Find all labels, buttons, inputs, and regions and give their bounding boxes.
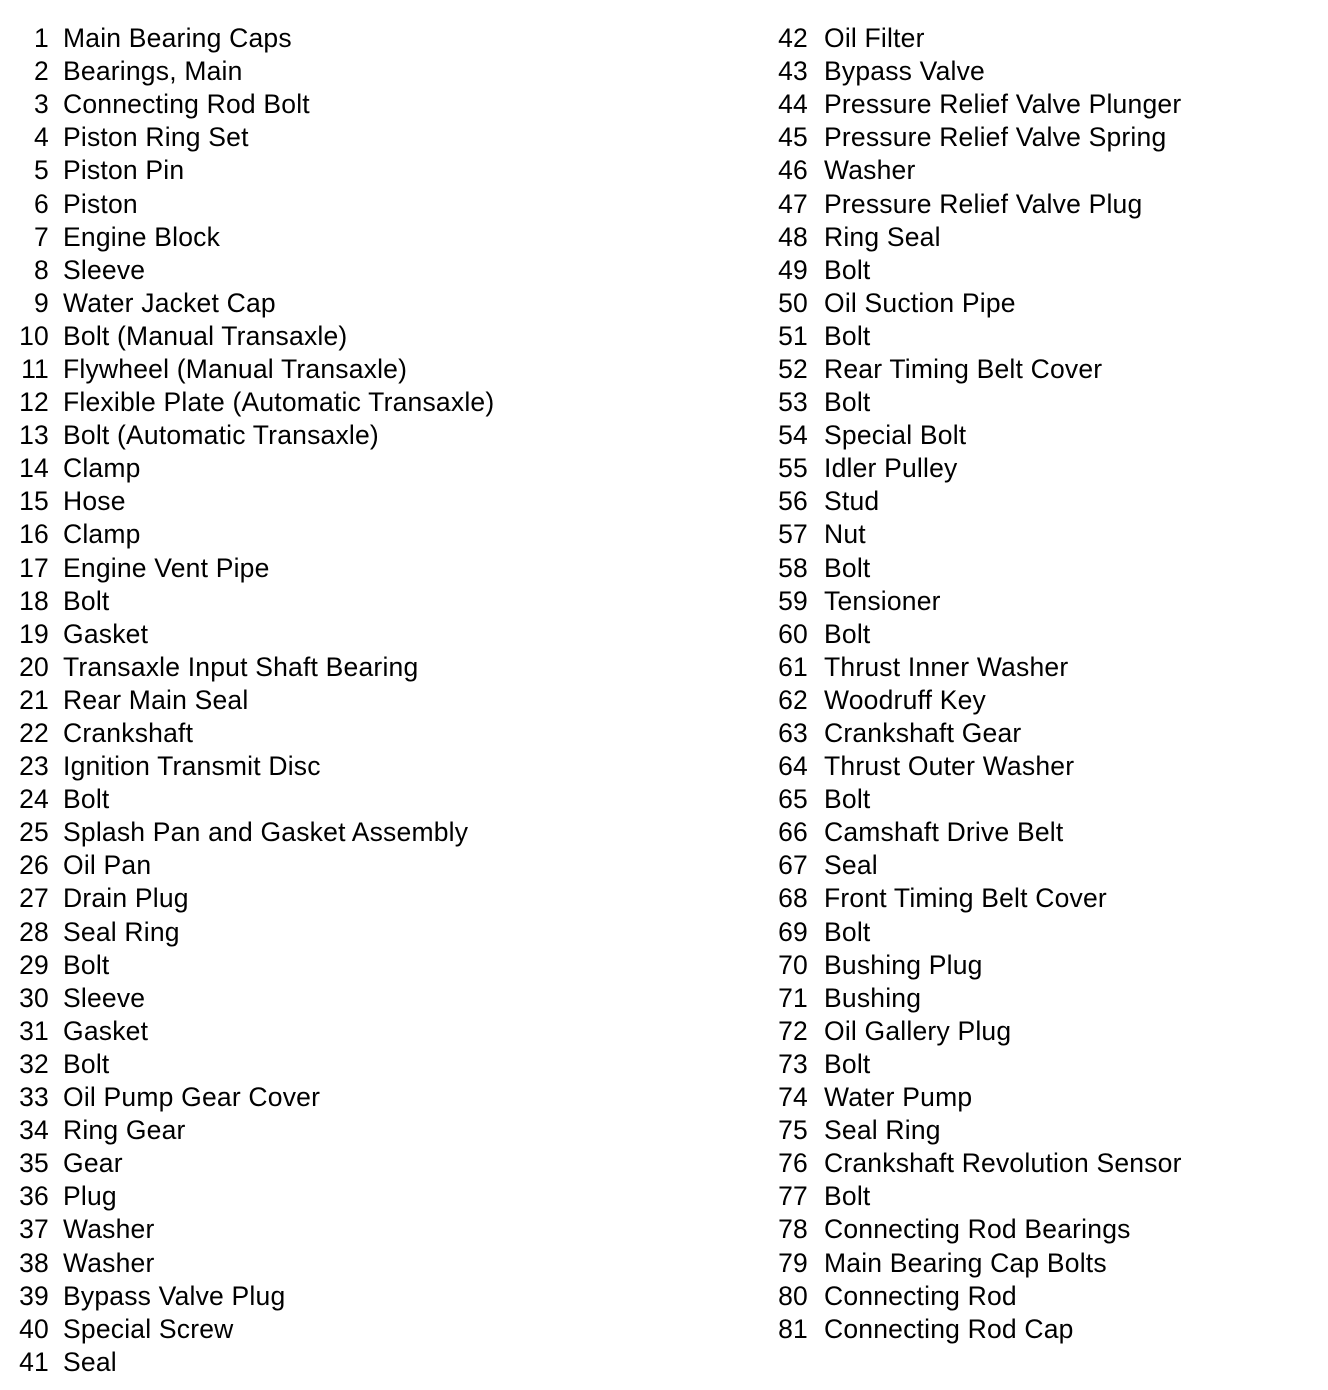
part-name: Bolt [824,916,871,947]
part-number: 79 [778,1247,808,1278]
part-name: Bearings, Main [63,56,243,87]
parts-list-item [0,1015,700,1048]
part-number: 14 [19,453,49,484]
part-name: Connecting Rod [824,1280,1017,1311]
part-name: Stud [824,486,880,517]
parts-list-item [0,783,700,816]
part-number: 29 [19,949,49,980]
parts-list-item [760,1313,1320,1346]
parts-list-item [760,386,1320,419]
parts-list-item [0,849,700,882]
part-number: 18 [19,585,49,616]
part-number: 22 [19,718,49,749]
parts-list-item [0,353,700,386]
parts-list-item [760,154,1320,187]
part-name: Gasket [63,1015,149,1046]
parts-list-item [0,386,700,419]
part-name: Nut [824,519,866,550]
parts-list-item [760,287,1320,320]
part-name: Washer [824,155,916,186]
part-name: Connecting Rod Bolt [63,89,310,120]
part-name: Water Pump [824,1082,973,1113]
part-name: Oil Pump Gear Cover [63,1082,321,1113]
part-number: 47 [778,188,808,219]
part-number: 23 [19,751,49,782]
parts-list-item [760,949,1320,982]
part-number: 56 [778,486,808,517]
parts-list-item [0,1048,700,1081]
part-number: 25 [19,817,49,848]
parts-list-item [0,750,700,783]
part-number: 30 [19,982,49,1013]
part-name: Seal Ring [63,916,180,947]
part-name: Water Jacket Cap [63,287,276,318]
part-number: 12 [19,387,49,418]
parts-list-item [0,916,700,949]
part-name: Seal [824,850,878,881]
part-name: Sleeve [63,982,146,1013]
parts-list-item [0,1081,700,1114]
part-number: 52 [778,353,808,384]
part-name: Pressure Relief Valve Plunger [824,89,1182,120]
parts-list-item [760,221,1320,254]
part-name: Bolt [63,949,110,980]
part-name: Transaxle Input Shaft Bearing [63,651,419,682]
part-number: 3 [34,89,49,120]
parts-list-item [0,452,700,485]
parts-list-item [760,1048,1320,1081]
part-number: 70 [778,949,808,980]
part-name: Bypass Valve [824,56,985,87]
parts-list-item [760,816,1320,849]
parts-list-item [760,982,1320,1015]
part-name: Bolt [824,320,871,351]
part-number: 15 [19,486,49,517]
part-name: Oil Pan [63,850,152,881]
part-number: 66 [778,817,808,848]
part-name: Crankshaft Revolution Sensor [824,1148,1182,1179]
part-number: 58 [778,552,808,583]
part-name: Bolt [824,1181,871,1212]
part-name: Splash Pan and Gasket Assembly [63,817,469,848]
parts-list-item [0,419,700,452]
parts-list-item [0,187,700,220]
part-number: 39 [19,1280,49,1311]
part-number: 19 [19,618,49,649]
part-name: Main Bearing Caps [63,23,292,54]
parts-list-item [0,651,700,684]
part-name: Bolt [824,552,871,583]
part-number: 36 [19,1181,49,1212]
parts-list-item [760,1213,1320,1246]
part-number: 65 [778,784,808,815]
part-number: 43 [778,56,808,87]
part-name: Bolt (Automatic Transaxle) [63,420,379,451]
part-number: 53 [778,387,808,418]
part-number: 80 [778,1280,808,1311]
part-number: 62 [778,684,808,715]
part-name: Thrust Inner Washer [824,651,1069,682]
parts-list-item [0,22,700,55]
part-number: 59 [778,585,808,616]
part-name: Plug [63,1181,117,1212]
part-name: Main Bearing Cap Bolts [824,1247,1107,1278]
parts-list-left-column [0,22,700,1379]
part-number: 42 [778,23,808,54]
part-number: 50 [778,287,808,318]
parts-list-item [760,1081,1320,1114]
part-number: 74 [778,1082,808,1113]
part-name: Bolt [824,254,871,285]
parts-list-item [0,221,700,254]
part-number: 68 [778,883,808,914]
part-name: Bushing [824,982,922,1013]
parts-list-item [760,1280,1320,1313]
part-name: Bolt [824,784,871,815]
part-name: Piston Ring Set [63,122,249,153]
parts-list-item [760,849,1320,882]
parts-list-item [760,651,1320,684]
part-number: 2 [34,56,49,87]
parts-list-item [760,1147,1320,1180]
parts-list-item [0,320,700,353]
part-name: Washer [63,1247,155,1278]
part-number: 67 [778,850,808,881]
part-name: Oil Suction Pipe [824,287,1016,318]
part-number: 51 [778,320,808,351]
part-name: Bolt (Manual Transaxle) [63,320,348,351]
parts-list-item [0,618,700,651]
parts-list-item [0,552,700,585]
part-name: Rear Main Seal [63,684,249,715]
part-name: Bolt [63,1048,110,1079]
parts-list-item [0,982,700,1015]
part-name: Rear Timing Belt Cover [824,353,1103,384]
parts-list-item [0,154,700,187]
part-number: 60 [778,618,808,649]
parts-list-item [760,254,1320,287]
part-number: 48 [778,221,808,252]
parts-list-item [0,1114,700,1147]
part-name: Pressure Relief Valve Plug [824,188,1143,219]
part-number: 77 [778,1181,808,1212]
part-number: 5 [34,155,49,186]
parts-list-item [760,552,1320,585]
parts-list-item [0,1180,700,1213]
parts-list-item [760,121,1320,154]
parts-list-item [760,750,1320,783]
part-name: Gasket [63,618,149,649]
part-name: Sleeve [63,254,146,285]
part-number: 28 [19,916,49,947]
parts-list-item [760,88,1320,121]
part-number: 81 [778,1313,808,1344]
part-name: Bolt [63,585,110,616]
parts-list-item [0,518,700,551]
part-number: 27 [19,883,49,914]
parts-list-item [0,88,700,121]
parts-list-item [760,452,1320,485]
part-number: 17 [19,552,49,583]
parts-list-item [760,916,1320,949]
part-number: 16 [19,519,49,550]
part-number: 75 [778,1115,808,1146]
parts-list-item [760,783,1320,816]
part-name: Engine Block [63,221,221,252]
part-name: Bolt [824,387,871,418]
parts-list-item [760,1246,1320,1279]
part-name: Bolt [824,1048,871,1079]
parts-list-item [760,717,1320,750]
part-name: Seal [63,1346,117,1377]
part-name: Drain Plug [63,883,189,914]
part-name: Crankshaft Gear [824,718,1022,749]
part-number: 78 [778,1214,808,1245]
part-name: Bolt [824,618,871,649]
part-number: 10 [19,320,49,351]
part-number: 55 [778,453,808,484]
parts-list-item [760,353,1320,386]
part-name: Bypass Valve Plug [63,1280,286,1311]
parts-list-item [0,585,700,618]
parts-list-item [0,55,700,88]
parts-list-item [0,1280,700,1313]
part-number: 7 [34,221,49,252]
part-name: Gear [63,1148,123,1179]
part-number: 44 [778,89,808,120]
parts-list-item [0,121,700,154]
part-name: Engine Vent Pipe [63,552,270,583]
part-number: 46 [778,155,808,186]
part-name: Piston [63,188,138,219]
parts-list-item [0,816,700,849]
part-number: 63 [778,718,808,749]
part-number: 33 [19,1082,49,1113]
part-number: 11 [21,353,49,384]
part-number: 8 [34,254,49,285]
parts-list-item [0,1346,700,1379]
part-number: 40 [19,1313,49,1344]
parts-list-item [760,684,1320,717]
part-number: 9 [34,287,49,318]
part-number: 34 [19,1115,49,1146]
parts-list-item [760,585,1320,618]
part-name: Flexible Plate (Automatic Transaxle) [63,387,495,418]
part-name: Ignition Transmit Disc [63,751,321,782]
part-number: 45 [778,122,808,153]
part-number: 1 [34,23,49,54]
part-name: Oil Gallery Plug [824,1015,1012,1046]
part-name: Clamp [63,453,141,484]
parts-list-item [0,485,700,518]
parts-list-item [760,882,1320,915]
parts-list-item [760,518,1320,551]
part-number: 73 [778,1048,808,1079]
part-number: 64 [778,751,808,782]
part-name: Special Screw [63,1313,234,1344]
parts-list-item [0,882,700,915]
parts-list-item [760,320,1320,353]
part-number: 13 [19,420,49,451]
parts-list-item [0,287,700,320]
part-name: Flywheel (Manual Transaxle) [63,353,408,384]
part-number: 24 [19,784,49,815]
parts-list-item [0,1147,700,1180]
part-name: Bolt [63,784,110,815]
part-number: 69 [778,916,808,947]
part-name: Hose [63,486,126,517]
part-number: 37 [19,1214,49,1245]
part-name: Tensioner [824,585,941,616]
part-number: 6 [34,188,49,219]
part-name: Idler Pulley [824,453,958,484]
parts-list-item [0,717,700,750]
part-number: 57 [778,519,808,550]
part-name: Oil Filter [824,23,925,54]
part-name: Connecting Rod Cap [824,1313,1074,1344]
parts-list-item [760,618,1320,651]
parts-list-item [0,949,700,982]
part-number: 38 [19,1247,49,1278]
part-number: 4 [34,122,49,153]
part-name: Bushing Plug [824,949,983,980]
part-number: 21 [19,684,49,715]
part-name: Ring Gear [63,1115,186,1146]
part-name: Thrust Outer Washer [824,751,1075,782]
parts-list-item [760,1015,1320,1048]
parts-list-item [0,254,700,287]
part-number: 72 [778,1015,808,1046]
parts-list-item [760,55,1320,88]
parts-list-item [0,1246,700,1279]
part-number: 61 [778,651,808,682]
part-number: 76 [778,1148,808,1179]
parts-list-item [760,22,1320,55]
part-name: Ring Seal [824,221,941,252]
part-name: Camshaft Drive Belt [824,817,1064,848]
part-number: 20 [19,651,49,682]
part-name: Pressure Relief Valve Spring [824,122,1167,153]
part-name: Piston Pin [63,155,185,186]
parts-list-item [760,1180,1320,1213]
parts-list-item [0,1313,700,1346]
part-name: Clamp [63,519,141,550]
part-number: 49 [778,254,808,285]
part-name: Front Timing Belt Cover [824,883,1107,914]
parts-list-item [760,419,1320,452]
part-number: 54 [778,420,808,451]
part-number: 35 [19,1148,49,1179]
part-name: Washer [63,1214,155,1245]
part-name: Crankshaft [63,718,194,749]
parts-list-item [0,1213,700,1246]
parts-list-item [0,684,700,717]
parts-list-item [760,187,1320,220]
part-number: 71 [778,982,808,1013]
parts-list-right-column [760,22,1320,1346]
part-name: Special Bolt [824,420,967,451]
part-name: Connecting Rod Bearings [824,1214,1131,1245]
part-number: 41 [19,1346,49,1377]
part-number: 32 [19,1048,49,1079]
part-name: Seal Ring [824,1115,941,1146]
parts-list-item [760,1114,1320,1147]
part-number: 26 [19,850,49,881]
part-name: Woodruff Key [824,684,986,715]
part-number: 31 [19,1015,49,1046]
parts-list-item [760,485,1320,518]
